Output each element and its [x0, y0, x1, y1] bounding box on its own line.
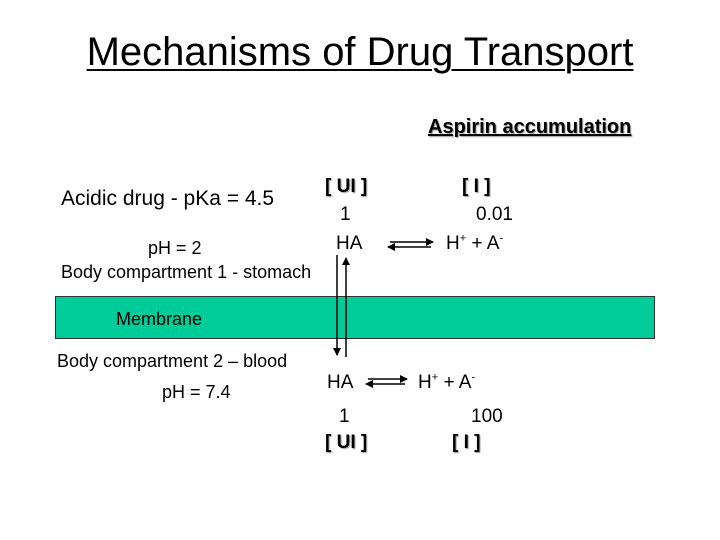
stomach-ph: pH = 2	[148, 238, 202, 258]
membrane-label: Membrane	[116, 309, 203, 329]
stomach-i-header: [ I ]	[462, 176, 491, 197]
blood-i-footer: [ I ]	[452, 432, 481, 453]
membrane-crossing-arrow	[337, 255, 346, 357]
stomach-equilibrium-arrow	[388, 242, 433, 247]
blood-compartment: Body compartment 2 – blood	[57, 351, 288, 371]
stomach-ions: H+ + A-	[446, 232, 504, 254]
slide-title: Mechanisms of Drug Transport	[86, 30, 634, 74]
blood-equilibrium-arrow	[366, 379, 407, 384]
blood-i-value: 100	[471, 406, 503, 427]
stomach-i-value: 0.01	[476, 204, 513, 225]
blood-ui-footer: [ UI ]	[325, 432, 368, 453]
blood-ha: HA	[327, 372, 354, 393]
drug-label: Acidic drug - pKa = 4.5	[61, 187, 275, 210]
blood-ui-value: 1	[339, 406, 350, 427]
stomach-ha: HA	[336, 233, 363, 254]
stomach-ui-value: 1	[340, 204, 351, 225]
blood-ions: H+ + A-	[418, 371, 476, 393]
slide-subtitle: Aspirin accumulation	[428, 116, 632, 138]
blood-ph: pH = 7.4	[162, 382, 231, 402]
stomach-compartment: Body compartment 1 - stomach	[61, 262, 312, 282]
stomach-ui-header: [ UI ]	[325, 176, 368, 197]
